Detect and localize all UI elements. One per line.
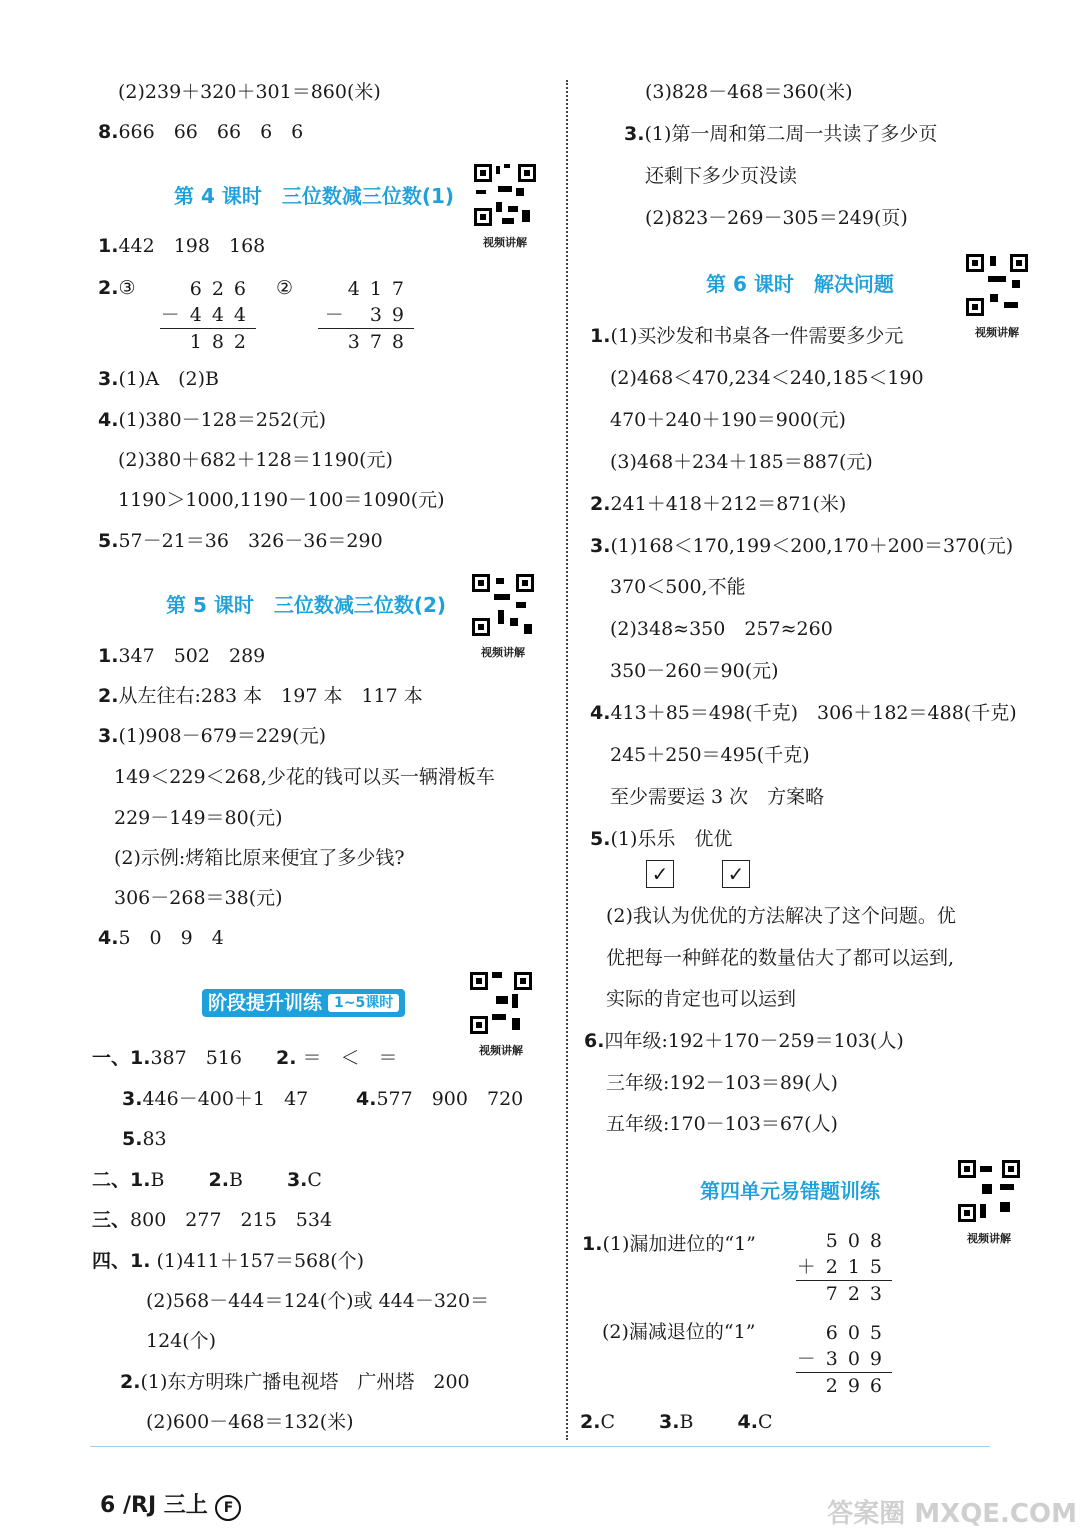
- section-title-lesson4: 第 4 课时 三位数减三位数(1): [174, 184, 455, 208]
- answers-2-4: 2.C 3.B 4.C: [580, 1411, 773, 1433]
- vertical-calc-a: 626 －444 182: [160, 278, 256, 353]
- page-footer: [100, 1488, 241, 1521]
- answer-1: 1.(1)漏加进位的“1”: [582, 1233, 756, 1255]
- answer-4: 4.577 900 720: [356, 1088, 524, 1110]
- text-line: (2)468＜470,234＜240,185＜190: [610, 367, 924, 389]
- answer-3: 3.(1)A (2)B: [98, 368, 219, 390]
- text-line: 三年级:192－103＝89(人): [606, 1072, 838, 1094]
- text-line: 245＋250＝495(千克): [610, 744, 810, 766]
- qr-caption: 视频讲解: [483, 236, 527, 249]
- text-line: 470＋240＋190＝900(元): [610, 409, 846, 431]
- answer-4: 4.5 0 9 4: [98, 927, 224, 949]
- qr-caption: 视频讲解: [967, 1232, 1011, 1245]
- answer-2: 2. ＝ ＜ ＝: [276, 1047, 398, 1069]
- answer-2: 2.241＋418＋212＝871(米): [590, 493, 847, 515]
- answer-1: 1.347 502 289: [98, 645, 266, 667]
- text-line: 229－149＝80(元): [114, 807, 283, 829]
- page-number: 6: [100, 1493, 116, 1518]
- vertical-calc-b: 417 － 39 378: [318, 276, 414, 355]
- text-line: (2)348≈350 257≈260: [610, 618, 833, 640]
- qr-caption: 视频讲解: [481, 646, 525, 659]
- answer-2: 2.从左往右:283 本 197 本 117 本: [98, 685, 423, 707]
- text-line: 1190＞1000,1190－100＝1090(元): [118, 489, 445, 511]
- text-line: 五年级:170－103＝67(人): [606, 1113, 838, 1135]
- answer-2b: ②: [276, 277, 294, 299]
- qr-code-icon[interactable]: [956, 1158, 1022, 1224]
- edition-mark-icon: F: [215, 1495, 241, 1521]
- text-line: (2)823－269－305＝249(页): [645, 207, 908, 229]
- text-line: (2)600－468＝132(米): [146, 1411, 354, 1433]
- qr-caption: 视频讲解: [975, 326, 1019, 339]
- qr-code-icon[interactable]: [964, 252, 1030, 318]
- answer-5: 5.(1)乐乐 优优: [590, 828, 733, 850]
- vertical-calc-d: 605 －309 296: [796, 1322, 892, 1397]
- answer-2: 2.③: [98, 277, 136, 299]
- answer-6: 6.四年级:192＋170－259＝103(人): [584, 1030, 904, 1052]
- text-line: (2)380＋682＋128＝1190(元): [118, 449, 393, 471]
- section-title-lesson5: 第 5 课时 三位数减三位数(2): [166, 593, 447, 617]
- watermark: 答案圈 MXQE.COM: [827, 1499, 1077, 1529]
- checkbox-row: [646, 860, 798, 890]
- answer-4: 4.413＋85＝498(千克) 306＋182＝488(千克): [590, 702, 1017, 724]
- part-1: 一、1.387 516: [92, 1047, 242, 1069]
- text-line: (2)漏减退位的“1”: [602, 1321, 756, 1343]
- answer-3: 3.(1)168＜170,199＜200,170＋200＝370(元): [590, 535, 1014, 557]
- qr-code-icon[interactable]: [472, 162, 538, 228]
- text-line: 至少需要运 3 次 方案略: [610, 786, 825, 808]
- checkbox-lele[interactable]: ✓: [646, 860, 674, 888]
- text-line: (2)239＋320＋301＝860(米): [118, 81, 381, 103]
- footer-rule: [90, 1446, 990, 1447]
- text-line: (3)468＋234＋185＝887(元): [610, 451, 873, 473]
- part-4: 四、1. (1)411＋157＝568(个): [92, 1250, 365, 1272]
- answer-5: 5.83: [122, 1128, 167, 1150]
- text-line: 370＜500,不能: [610, 576, 746, 598]
- book-label: /RJ 三上: [122, 1493, 208, 1518]
- text-line: (2)示例:烤箱比原来便宜了多少钱?: [114, 847, 405, 869]
- answer-3: 3.(1)第一周和第二周一共读了多少页: [624, 123, 938, 145]
- qr-code-icon[interactable]: [470, 572, 536, 638]
- answer-1: 1.442 198 168: [98, 235, 266, 257]
- text-line: 306－268＝38(元): [114, 887, 283, 909]
- stage-training-banner: 阶段提升训练 1~5课时: [202, 989, 405, 1017]
- section-title-error-training: 第四单元易错题训练: [700, 1179, 880, 1203]
- answer-1: 1.(1)买沙发和书桌各一件需要多少元: [590, 325, 904, 347]
- answer-3: 3.446－400＋1 47: [122, 1088, 309, 1110]
- column-divider: [566, 80, 568, 1440]
- text-line: (2)568－444＝124(个)或 444－320＝: [146, 1290, 490, 1312]
- answer-3: 3.(1)908－679＝229(元): [98, 725, 326, 747]
- answer-2: 2.(1)东方明珠广播电视塔 广州塔 200: [120, 1371, 470, 1393]
- text-line: 149＜229＜268,少花的钱可以买一辆滑板车: [114, 766, 495, 788]
- answer-8: 8.666 66 66 6 6: [98, 121, 304, 143]
- text-line: 优把每一种鲜花的数量估大了都可以运到,: [606, 947, 955, 969]
- checkbox-youyou[interactable]: ✓: [722, 860, 750, 888]
- text-line: (3)828－468＝360(米): [645, 81, 853, 103]
- text-line: (2)我认为优优的方法解决了这个问题。优: [606, 905, 956, 927]
- answer-5: 5.57－21＝36 326－36＝290: [98, 530, 383, 552]
- text-line: 350－260＝90(元): [610, 660, 779, 682]
- section-title-lesson6: 第 6 课时 解决问题: [706, 272, 894, 296]
- part-3: 三、800 277 215 534: [92, 1209, 333, 1231]
- vertical-calc-c: 508 ＋215 723: [796, 1230, 892, 1305]
- part-2: 二、1.B 2.B 3.C: [92, 1169, 322, 1191]
- text-line: 还剩下多少页没读: [645, 165, 798, 187]
- answer-4: 4.(1)380－128＝252(元): [98, 409, 326, 431]
- text-line: 124(个): [146, 1330, 217, 1352]
- qr-caption: 视频讲解: [479, 1044, 523, 1057]
- text-line: 实际的肯定也可以运到: [606, 988, 797, 1010]
- qr-code-icon[interactable]: [468, 970, 534, 1036]
